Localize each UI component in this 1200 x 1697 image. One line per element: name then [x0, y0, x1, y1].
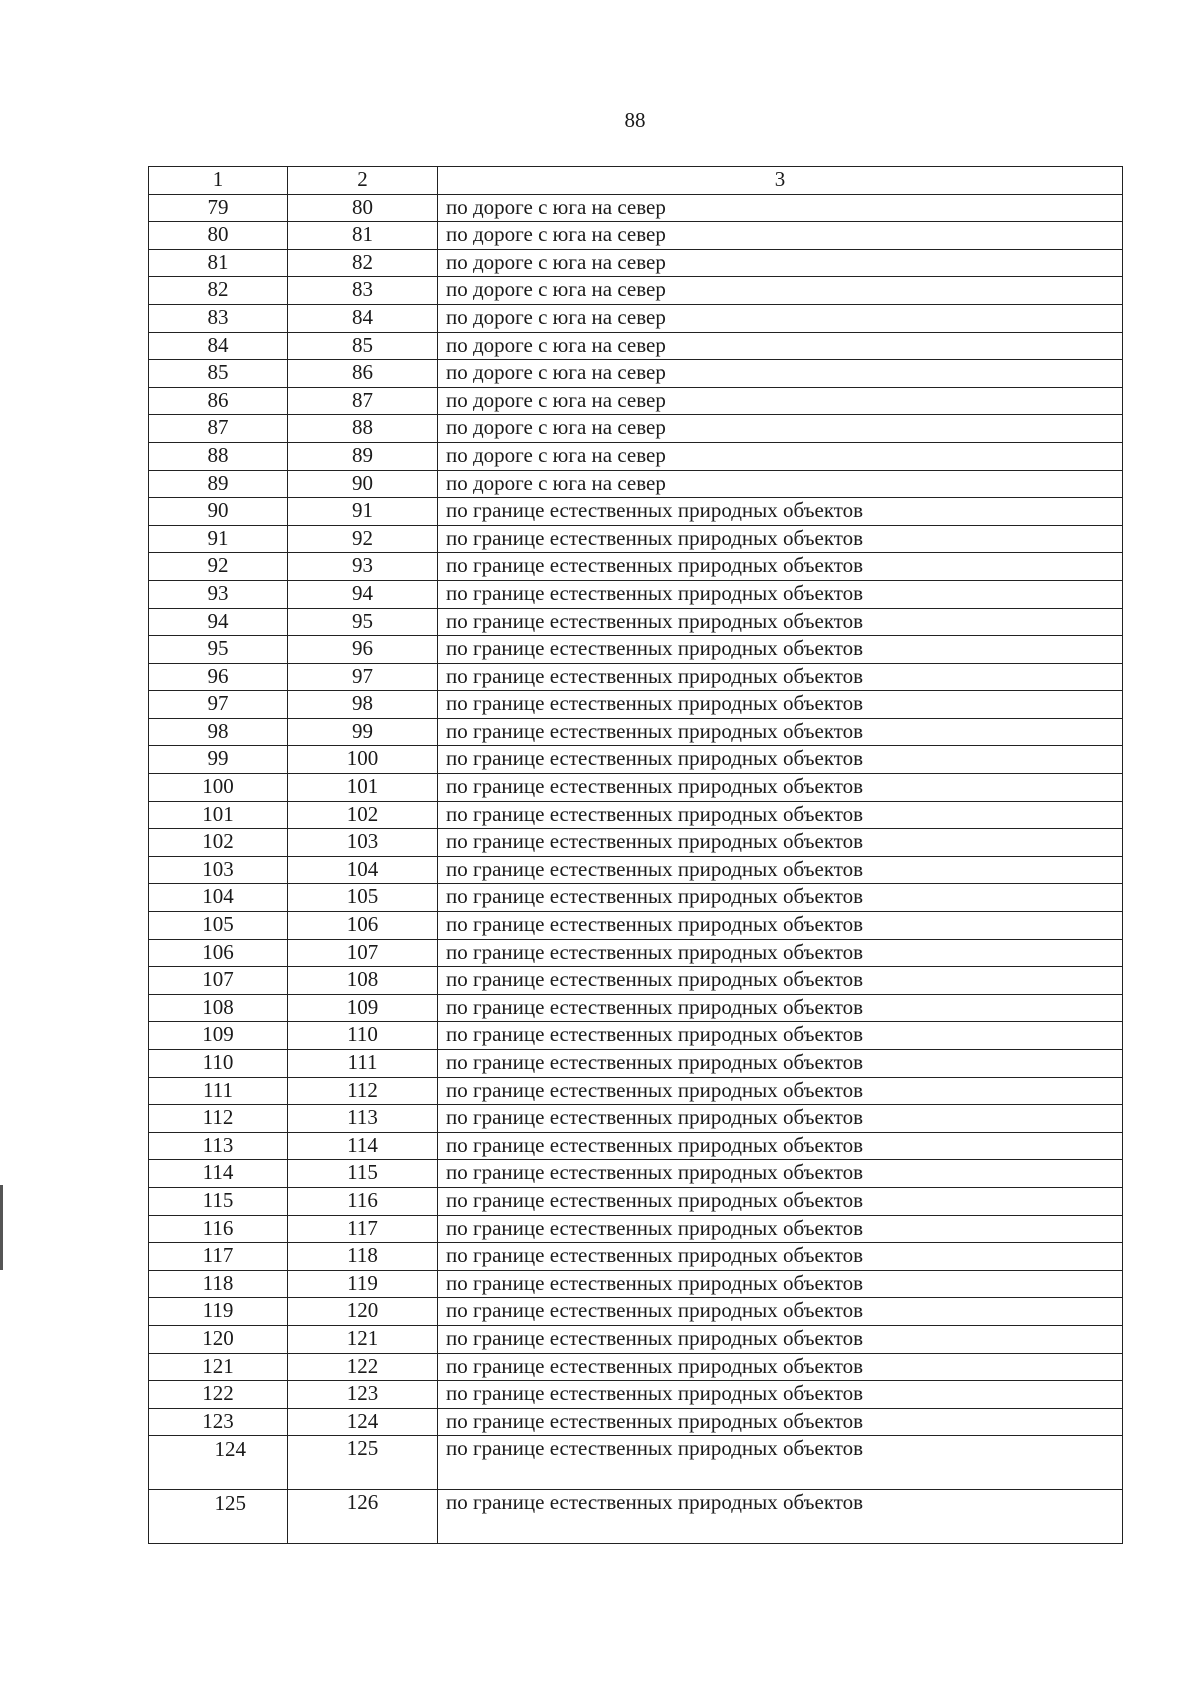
table-row [149, 249, 1123, 277]
cell-to-point: 86 [288, 360, 438, 388]
table-row [149, 663, 1123, 691]
cell-from-point: 89 [149, 470, 288, 498]
cell-description: по границе естественных природных объектов [438, 636, 1123, 664]
cell-description: по границе естественных природных объектов [438, 1436, 1123, 1490]
cell-from-point: 116 [149, 1215, 288, 1243]
table-row [149, 746, 1123, 774]
cell-to-point: 92 [288, 525, 438, 553]
cell-from-point: 106 [149, 939, 288, 967]
cell-from-point: 109 [149, 1022, 288, 1050]
cell-from-point: 111 [149, 1077, 288, 1105]
cell-to-point: 114 [288, 1132, 438, 1160]
cell-to-point: 118 [288, 1243, 438, 1271]
cell-description: по границе естественных природных объектов [438, 718, 1123, 746]
cell-description: по границе естественных природных объектов [438, 994, 1123, 1022]
table-row [149, 222, 1123, 250]
cell-to-point: 104 [288, 856, 438, 884]
cell-description: по границе естественных природных объектов [438, 1408, 1123, 1436]
table-row [149, 636, 1123, 664]
cell-description: по границе естественных природных объектов [438, 967, 1123, 995]
cell-description: по границе естественных природных объектов [438, 939, 1123, 967]
table-row [149, 1187, 1123, 1215]
cell-from-point: 94 [149, 608, 288, 636]
cell-to-point: 122 [288, 1353, 438, 1381]
cell-from-point [149, 1490, 288, 1544]
table-row [149, 829, 1123, 857]
cell-from-point: 118 [149, 1270, 288, 1298]
table-row [149, 498, 1123, 526]
cell-from-point: 83 [149, 304, 288, 332]
cell-from-point: 123 [149, 1408, 288, 1436]
cell-description: по дороге с юга на север [438, 304, 1123, 332]
cell-to-point: 119 [288, 1270, 438, 1298]
table-row [149, 470, 1123, 498]
table-row [149, 1408, 1123, 1436]
cell-from-point: 119 [149, 1298, 288, 1326]
cell-description: по границе естественных природных объектов [438, 553, 1123, 581]
cell-description: по границе естественных природных объектов [438, 829, 1123, 857]
header-col-3: 3 [438, 167, 1123, 195]
cell-to-point: 87 [288, 387, 438, 415]
page-number: 88 [624, 108, 646, 132]
table-row [149, 994, 1123, 1022]
cell-to-point: 94 [288, 580, 438, 608]
cell-description: по границе естественных природных объектов [438, 498, 1123, 526]
cell-from-point: 91 [149, 525, 288, 553]
table-row [149, 1436, 1123, 1490]
cell-to-point: 113 [288, 1105, 438, 1133]
cell-from-point: 113 [149, 1132, 288, 1160]
cell-to-point: 99 [288, 718, 438, 746]
cell-to-point: 105 [288, 884, 438, 912]
cell-from-point: 85 [149, 360, 288, 388]
cell-description: по границе естественных природных объектов [438, 663, 1123, 691]
cell-to-point: 84 [288, 304, 438, 332]
cell-from-point: 100 [149, 774, 288, 802]
cell-description: по границе естественных природных объектов [438, 1353, 1123, 1381]
table-row [149, 718, 1123, 746]
table-row [149, 1077, 1123, 1105]
table-row [149, 387, 1123, 415]
cell-from-point-wrapped: 125 [214, 1491, 246, 1516]
table-row [149, 967, 1123, 995]
table-row [149, 1298, 1123, 1326]
cell-to-point: 85 [288, 332, 438, 360]
table-row [149, 774, 1123, 802]
cell-to-point: 111 [288, 1050, 438, 1078]
cell-description: по дороге с юга на север [438, 360, 1123, 388]
cell-from-point: 105 [149, 912, 288, 940]
cell-to-point: 115 [288, 1160, 438, 1188]
cell-description: по границе естественных природных объектов [438, 856, 1123, 884]
cell-description: по границе естественных природных объектов [438, 774, 1123, 802]
cell-description: по дороге с юга на север [438, 332, 1123, 360]
table-row [149, 1243, 1123, 1271]
table-row [149, 856, 1123, 884]
table-row [149, 1132, 1123, 1160]
cell-from-point: 79 [149, 194, 288, 222]
cell-to-point: 125 [288, 1436, 438, 1490]
table-row [149, 1325, 1123, 1353]
cell-description: по границе естественных природных объектов [438, 884, 1123, 912]
cell-from-point: 120 [149, 1325, 288, 1353]
cell-description: по дороге с юга на север [438, 470, 1123, 498]
cell-description: по границе естественных природных объектов [438, 1215, 1123, 1243]
cell-to-point: 96 [288, 636, 438, 664]
table-row [149, 360, 1123, 388]
cell-to-point: 95 [288, 608, 438, 636]
cell-to-point: 103 [288, 829, 438, 857]
cell-from-point: 99 [149, 746, 288, 774]
cell-from-point: 82 [149, 277, 288, 305]
cell-to-point: 121 [288, 1325, 438, 1353]
cell-description: по границе естественных природных объектов [438, 608, 1123, 636]
cell-to-point: 97 [288, 663, 438, 691]
cell-to-point: 88 [288, 415, 438, 443]
table-row [149, 415, 1123, 443]
cell-description: по дороге с юга на север [438, 442, 1123, 470]
cell-to-point: 124 [288, 1408, 438, 1436]
cell-description: по границе естественных природных объектов [438, 691, 1123, 719]
cell-to-point: 80 [288, 194, 438, 222]
cell-to-point: 123 [288, 1381, 438, 1409]
cell-to-point: 93 [288, 553, 438, 581]
table-row [149, 194, 1123, 222]
cell-to-point: 126 [288, 1490, 438, 1544]
cell-from-point: 107 [149, 967, 288, 995]
table-row [149, 525, 1123, 553]
table-row [149, 1105, 1123, 1133]
cell-from-point: 92 [149, 553, 288, 581]
cell-to-point: 107 [288, 939, 438, 967]
cell-from-point: 112 [149, 1105, 288, 1133]
cell-from-point: 80 [149, 222, 288, 250]
table-row [149, 912, 1123, 940]
cell-description: по границе естественных природных объектов [438, 1325, 1123, 1353]
cell-to-point: 83 [288, 277, 438, 305]
route-table-body [149, 167, 1123, 1544]
cell-to-point: 117 [288, 1215, 438, 1243]
cell-to-point: 100 [288, 746, 438, 774]
cell-to-point: 82 [288, 249, 438, 277]
cell-to-point: 110 [288, 1022, 438, 1050]
cell-to-point: 112 [288, 1077, 438, 1105]
table-row [149, 580, 1123, 608]
cell-description: по границе естественных природных объектов [438, 1243, 1123, 1271]
cell-description: по границе естественных природных объектов [438, 1022, 1123, 1050]
cell-description: по границе естественных природных объектов [438, 1270, 1123, 1298]
cell-description: по границе естественных природных объектов [438, 580, 1123, 608]
table-row [149, 304, 1123, 332]
header-col-1: 1 [149, 167, 288, 195]
cell-from-point: 87 [149, 415, 288, 443]
table-header-row [149, 167, 1123, 195]
cell-from-point-wrapped: 124 [214, 1437, 246, 1462]
cell-from-point: 110 [149, 1050, 288, 1078]
table-row [149, 332, 1123, 360]
cell-to-point: 98 [288, 691, 438, 719]
table-row [149, 442, 1123, 470]
table-row [149, 1353, 1123, 1381]
cell-to-point: 108 [288, 967, 438, 995]
table-row [149, 1022, 1123, 1050]
cell-from-point: 101 [149, 801, 288, 829]
cell-description: по дороге с юга на север [438, 387, 1123, 415]
cell-from-point: 81 [149, 249, 288, 277]
cell-description: по границе естественных природных объектов [438, 525, 1123, 553]
cell-from-point: 88 [149, 442, 288, 470]
cell-description: по границе естественных природных объектов [438, 746, 1123, 774]
cell-to-point: 90 [288, 470, 438, 498]
cell-from-point: 108 [149, 994, 288, 1022]
cell-to-point: 101 [288, 774, 438, 802]
cell-description: по границе естественных природных объектов [438, 1050, 1123, 1078]
cell-description: по границе естественных природных объектов [438, 1490, 1123, 1544]
cell-to-point: 91 [288, 498, 438, 526]
cell-from-point: 103 [149, 856, 288, 884]
table-row [149, 553, 1123, 581]
table-row [149, 1270, 1123, 1298]
cell-from-point: 117 [149, 1243, 288, 1271]
table-row [149, 1490, 1123, 1544]
cell-to-point: 102 [288, 801, 438, 829]
header-col-2: 2 [288, 167, 438, 195]
cell-description: по границе естественных природных объектов [438, 1132, 1123, 1160]
cell-from-point: 114 [149, 1160, 288, 1188]
cell-from-point: 90 [149, 498, 288, 526]
cell-description: по дороге с юга на север [438, 194, 1123, 222]
table-row [149, 1381, 1123, 1409]
cell-description: по дороге с юга на север [438, 415, 1123, 443]
table-row [149, 884, 1123, 912]
cell-to-point: 81 [288, 222, 438, 250]
table-row [149, 691, 1123, 719]
cell-to-point: 109 [288, 994, 438, 1022]
cell-from-point [149, 1436, 288, 1490]
table-row [149, 1050, 1123, 1078]
cell-description: по границе естественных природных объектов [438, 1105, 1123, 1133]
cell-to-point: 106 [288, 912, 438, 940]
cell-from-point: 97 [149, 691, 288, 719]
table-row [149, 801, 1123, 829]
cell-description: по границе естественных природных объектов [438, 1298, 1123, 1326]
cell-from-point: 104 [149, 884, 288, 912]
cell-to-point: 116 [288, 1187, 438, 1215]
cell-description: по границе естественных природных объектов [438, 1187, 1123, 1215]
cell-description: по дороге с юга на север [438, 277, 1123, 305]
cell-from-point: 95 [149, 636, 288, 664]
route-table [148, 166, 1123, 1544]
cell-from-point: 122 [149, 1381, 288, 1409]
cell-from-point: 115 [149, 1187, 288, 1215]
cell-from-point: 86 [149, 387, 288, 415]
cell-from-point: 84 [149, 332, 288, 360]
cell-from-point: 93 [149, 580, 288, 608]
cell-description: по границе естественных природных объектов [438, 912, 1123, 940]
cell-description: по дороге с юга на север [438, 222, 1123, 250]
cell-description: по границе естественных природных объектов [438, 1077, 1123, 1105]
cell-to-point: 120 [288, 1298, 438, 1326]
cell-description: по границе естественных природных объектов [438, 801, 1123, 829]
cell-description: по границе естественных природных объектов [438, 1381, 1123, 1409]
table-row [149, 1160, 1123, 1188]
cell-from-point: 96 [149, 663, 288, 691]
cell-from-point: 98 [149, 718, 288, 746]
scan-edge-mark [0, 1185, 3, 1270]
cell-description: по дороге с юга на север [438, 249, 1123, 277]
cell-from-point: 102 [149, 829, 288, 857]
table-row [149, 608, 1123, 636]
cell-to-point: 89 [288, 442, 438, 470]
table-row [149, 939, 1123, 967]
table-row [149, 1215, 1123, 1243]
table-row [149, 277, 1123, 305]
cell-description: по границе естественных природных объектов [438, 1160, 1123, 1188]
cell-from-point: 121 [149, 1353, 288, 1381]
